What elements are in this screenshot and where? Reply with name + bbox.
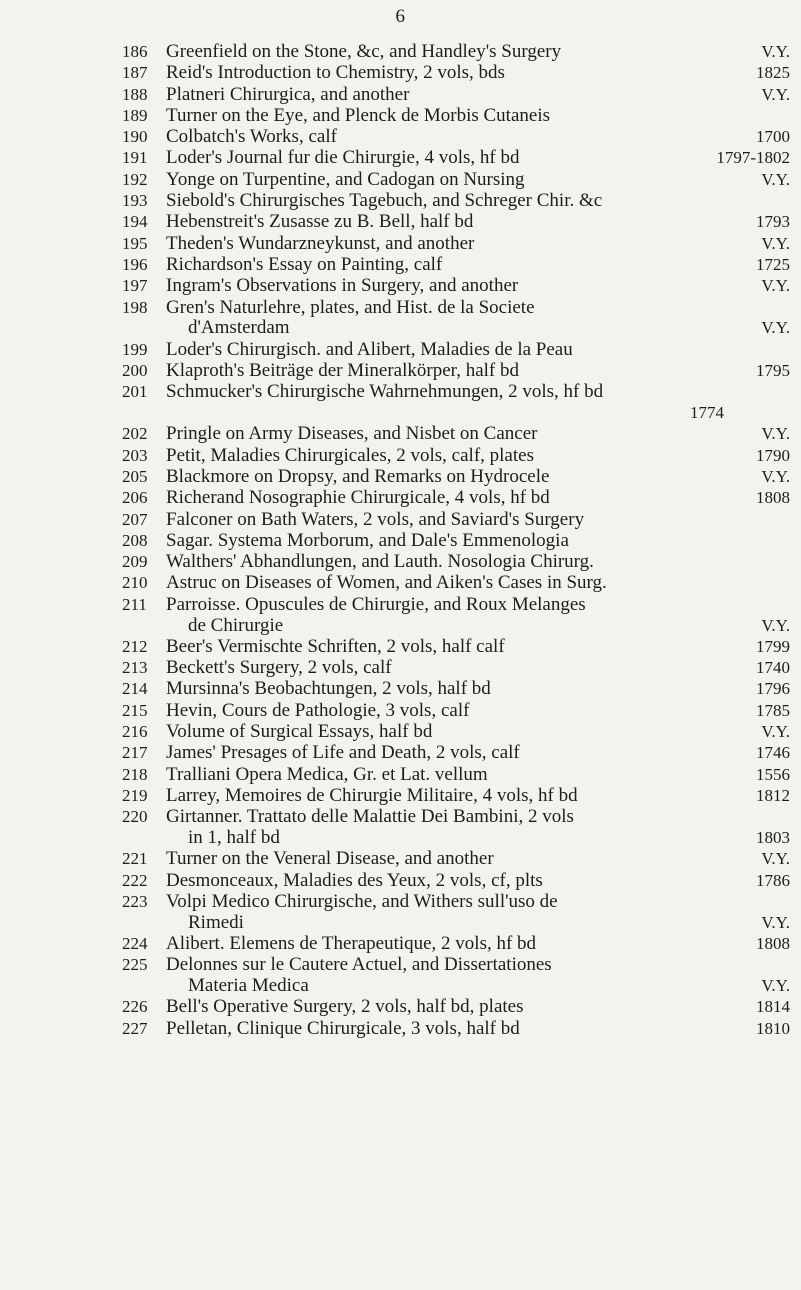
lot-description: [166, 63, 732, 84]
lot-number: 218: [122, 764, 148, 784]
lot-number: 213: [122, 658, 148, 678]
lot-date: 1799: [756, 636, 790, 656]
lot-description: [166, 170, 732, 191]
lot-description: [166, 106, 732, 127]
lot-date: V.Y.: [761, 276, 790, 296]
lot-number: 217: [122, 743, 148, 763]
lot-number: 191: [122, 148, 148, 168]
catalogue-entry: [122, 722, 790, 743]
catalogue-entry: [122, 276, 790, 297]
lot-description: [166, 892, 732, 934]
lot-title: James' Presages of Life and Death, 2 vols, calf: [166, 742, 520, 764]
catalogue-entry: [122, 679, 790, 700]
catalogue-entry: [122, 701, 790, 722]
lot-description: [166, 743, 732, 764]
lot-title: Mursinna's Beobachtungen, 2 vols, half bd: [166, 678, 491, 700]
lot-title: Beer's Vermischte Schriften, 2 vols, half calf: [166, 635, 505, 657]
lot-title: Blackmore on Dropsy, and Remarks on Hydrocele: [166, 465, 550, 487]
lot-title: Colbatch's Works, calf: [166, 126, 337, 148]
lot-date: V.Y.: [761, 615, 790, 635]
catalogue-entry: [122, 467, 790, 488]
lot-title: Greenfield on the Stone, &c, and Handley's Surgery: [166, 41, 562, 62]
catalogue-entry: [122, 955, 790, 997]
catalogue-entry: [122, 424, 790, 445]
lot-title-continuation: Materia Medica: [188, 975, 309, 997]
lot-description: [166, 765, 732, 786]
catalogue-entry: [122, 85, 790, 106]
lot-description: [166, 424, 732, 445]
lot-title: Turner on the Eye, and Plenck de Morbis Cutaneis: [166, 104, 550, 126]
catalogue-entry: [122, 382, 790, 424]
lot-title: Bell's Operative Surgery, 2 vols, half bd, plates: [166, 996, 524, 1018]
lot-number: 227: [122, 1018, 148, 1038]
catalogue-entry: [122, 446, 790, 467]
lot-description: [166, 85, 732, 106]
lot-date: 1700: [756, 127, 790, 147]
lot-description: [166, 467, 732, 488]
lot-description: [166, 298, 732, 340]
lot-date: V.Y.: [761, 318, 790, 338]
lot-title: Loder's Journal fur die Chirurgie, 4 vols, hf bd: [166, 147, 520, 169]
lot-description: [166, 488, 732, 509]
lot-description: [166, 42, 732, 63]
lot-date: 1786: [756, 870, 790, 890]
lot-date: V.Y.: [761, 849, 790, 869]
lot-number: 189: [122, 105, 148, 125]
lot-number: 203: [122, 445, 148, 465]
lot-title: Larrey, Memoires de Chirurgie Militaire, 4 vols, hf bd: [166, 784, 578, 806]
catalogue-entry: [122, 595, 790, 637]
catalogue-entry: [122, 849, 790, 870]
catalogue-entry: [122, 531, 790, 552]
lot-date: 1746: [756, 743, 790, 763]
catalogue-entry: [122, 255, 790, 276]
lot-number: 221: [122, 849, 148, 869]
lot-number: 216: [122, 722, 148, 741]
lot-title: Tralliani Opera Medica, Gr. et Lat. vellum: [166, 763, 488, 785]
lot-title: Beckett's Surgery, 2 vols, calf: [166, 657, 392, 679]
lot-title: Richardson's Essay on Painting, calf: [166, 253, 443, 275]
catalogue-entry: [122, 340, 790, 361]
lot-number: 225: [122, 955, 148, 975]
lot-title: Volume of Surgical Essays, half bd: [166, 721, 433, 742]
lot-number: 192: [122, 169, 148, 189]
catalogue-entry: [122, 42, 790, 63]
catalogue-entry: [122, 148, 790, 169]
lot-number: 207: [122, 509, 148, 529]
catalogue-entry: [122, 743, 790, 764]
lot-title: Petit, Maladies Chirurgicales, 2 vols, calf, plates: [166, 444, 534, 466]
lot-title: Schmucker's Chirurgische Wahrnehmungen, 2 vols, hf bd: [166, 381, 604, 403]
lot-number: 195: [122, 233, 148, 253]
lot-date: 1774: [690, 403, 724, 423]
lot-title: Siebold's Chirurgisches Tagebuch, and Schreger Chir. &c: [166, 190, 603, 212]
catalogue-entry: [122, 234, 790, 255]
lot-number: 186: [122, 42, 148, 61]
lot-date: 1790: [756, 445, 790, 465]
lot-title: Turner on the Veneral Disease, and another: [166, 848, 494, 870]
lot-number: 188: [122, 84, 148, 104]
lot-description: [166, 212, 732, 233]
lot-description: [166, 255, 732, 276]
lot-title: Falconer on Bath Waters, 2 vols, and Saviard's Surgery: [166, 508, 585, 530]
lot-title: Desmonceaux, Maladies des Yeux, 2 vols, cf, plts: [166, 869, 543, 891]
lot-title: Girtanner. Trattato delle Malattie Dei Bambini, 2 vols: [166, 806, 574, 828]
lot-description: [166, 807, 732, 849]
lot-number: 194: [122, 212, 148, 232]
lot-description: [166, 361, 732, 382]
catalogue-entry: [122, 106, 790, 127]
lot-date: 1793: [756, 212, 790, 232]
lot-date: 1810: [756, 1018, 790, 1038]
lot-description: [166, 552, 732, 573]
lot-date: V.Y.: [761, 233, 790, 253]
lot-description: [166, 531, 732, 552]
lot-date: 1808: [756, 933, 790, 953]
lot-title-continuation: in 1, half bd: [188, 826, 280, 848]
lot-description: [166, 382, 732, 424]
lot-description: [166, 849, 732, 870]
lot-title: Delonnes sur le Cautere Actuel, and Dissertationes: [166, 954, 552, 976]
lot-description: [166, 701, 732, 722]
lot-title: Parroisse. Opuscules de Chirurgie, and Roux Melanges: [166, 593, 586, 615]
lot-title: Pelletan, Clinique Chirurgicale, 3 vols, half bd: [166, 1017, 520, 1039]
lot-date: 1795: [756, 360, 790, 380]
catalogue-entry: [122, 552, 790, 573]
lot-title: Astruc on Diseases of Women, and Aiken's Cases in Surg.: [166, 572, 607, 594]
catalogue-entry: [122, 807, 790, 849]
lot-date: 1808: [756, 488, 790, 508]
lot-number: 196: [122, 254, 148, 274]
lot-date: V.Y.: [761, 912, 790, 932]
lot-date: 1556: [756, 764, 790, 784]
lot-title: Volpi Medico Chirurgische, and Withers sull'uso de: [166, 890, 558, 912]
lot-description: [166, 658, 732, 679]
lot-number: 201: [122, 382, 148, 402]
lot-description: [166, 722, 732, 743]
lot-description: [166, 786, 732, 807]
catalogue-entry: [122, 212, 790, 233]
lot-number: 224: [122, 933, 148, 953]
lot-number: 197: [122, 276, 148, 296]
lot-number: 208: [122, 530, 148, 550]
lot-number: 202: [122, 424, 148, 444]
lot-title: Richerand Nosographie Chirurgicale, 4 vols, hf bd: [166, 487, 550, 509]
lot-date: V.Y.: [761, 424, 790, 444]
lot-description: [166, 340, 732, 361]
lot-date: V.Y.: [761, 466, 790, 486]
lot-date: V.Y.: [761, 169, 790, 189]
lot-number: 187: [122, 63, 148, 83]
lot-title: Yonge on Turpentine, and Cadogan on Nursing: [166, 168, 525, 190]
lot-description: [166, 276, 732, 297]
catalogue-entry: [122, 573, 790, 594]
lot-description: [166, 510, 732, 531]
lot-description: [166, 997, 732, 1018]
lot-number: 209: [122, 552, 148, 572]
catalogue-entry: [122, 892, 790, 934]
lot-number: 212: [122, 636, 148, 656]
lot-description: [166, 191, 732, 212]
lot-number: 205: [122, 466, 148, 486]
lot-number: 211: [122, 594, 147, 614]
lot-description: [166, 679, 732, 700]
lot-date: 1740: [756, 658, 790, 678]
lot-number: 215: [122, 700, 148, 720]
catalogue-entry: [122, 934, 790, 955]
lot-title: Reid's Introduction to Chemistry, 2 vols, bds: [166, 62, 505, 84]
lot-description: [166, 148, 716, 169]
lot-title: Alibert. Elemens de Therapeutique, 2 vols, hf bd: [166, 932, 537, 954]
lot-number: 214: [122, 679, 148, 699]
catalogue-entry: [122, 361, 790, 382]
lot-date: V.Y.: [761, 42, 790, 61]
lot-number: 193: [122, 191, 148, 211]
lot-title: Theden's Wundarzneykunst, and another: [166, 232, 475, 254]
lot-description: [166, 871, 732, 892]
catalogue-entry: [122, 170, 790, 191]
lot-title: Loder's Chirurgisch. and Alibert, Maladies de la Peau: [166, 338, 573, 360]
lot-number: 226: [122, 997, 148, 1017]
catalogue-entry: [122, 488, 790, 509]
page-number: 6: [395, 6, 406, 27]
lot-date: V.Y.: [761, 722, 790, 741]
lot-date: V.Y.: [761, 84, 790, 104]
lot-number: 219: [122, 785, 148, 805]
lot-number: 198: [122, 297, 148, 317]
lot-title-continuation: d'Amsterdam: [188, 317, 290, 339]
lot-title: Hevin, Cours de Pathologie, 3 vols, calf: [166, 699, 470, 721]
lot-number: 220: [122, 807, 148, 827]
lot-date: V.Y.: [761, 976, 790, 996]
lot-title: Klaproth's Beiträge der Mineralkörper, half bd: [166, 359, 519, 381]
catalogue-entry: [122, 63, 790, 84]
catalogue-entry: [122, 191, 790, 212]
lot-date: 1785: [756, 700, 790, 720]
lot-number: 222: [122, 870, 148, 890]
lot-number: 200: [122, 360, 148, 380]
lot-description: [166, 955, 732, 997]
lot-number: 223: [122, 891, 148, 911]
lot-number: 199: [122, 339, 148, 359]
lot-description: [166, 446, 732, 467]
lot-title: Hebenstreit's Zusasse zu B. Bell, half bd: [166, 211, 474, 233]
lot-date: 1796: [756, 679, 790, 699]
lot-date: 1803: [756, 827, 790, 847]
catalogue-entry: [122, 1019, 790, 1040]
lot-title-continuation: de Chirurgie: [188, 614, 284, 636]
lot-description: [166, 234, 732, 255]
lot-description: [166, 127, 732, 148]
lot-description: [166, 1019, 732, 1040]
catalogue-entry: [122, 637, 790, 658]
lot-title-continuation: Rimedi: [188, 911, 244, 933]
catalogue-entry: [122, 765, 790, 786]
lot-date: 1825: [756, 63, 790, 83]
lot-number: 190: [122, 127, 148, 147]
lot-number: 206: [122, 488, 148, 508]
lot-title: Platneri Chirurgica, and another: [166, 83, 410, 105]
catalogue-entry: [122, 786, 790, 807]
lot-number: 210: [122, 573, 148, 593]
lot-title: Walthers' Abhandlungen, and Lauth. Nosologia Chirurg.: [166, 551, 594, 573]
catalogue-entry: [122, 658, 790, 679]
catalogue-entry: [122, 997, 790, 1018]
lot-description: [166, 595, 732, 637]
lot-date: 1725: [756, 254, 790, 274]
lot-title: Gren's Naturlehre, plates, and Hist. de la Societe: [166, 296, 535, 318]
lot-title: Sagar. Systema Morborum, and Dale's Emmenologia: [166, 529, 569, 551]
lot-title: Ingram's Observations in Surgery, and another: [166, 275, 519, 297]
catalogue-entry: [122, 510, 790, 531]
lot-description: [166, 934, 732, 955]
lot-date: 1814: [756, 997, 790, 1017]
lot-description: [166, 637, 732, 658]
catalogue-list: [122, 42, 790, 1040]
lot-date: 1797-1802: [716, 148, 790, 168]
catalogue-entry: [122, 871, 790, 892]
lot-date: 1812: [756, 785, 790, 805]
catalogue-entry: [122, 298, 790, 340]
lot-description: [166, 573, 732, 594]
lot-title: Pringle on Army Diseases, and Nisbet on Cancer: [166, 423, 538, 445]
catalogue-entry: [122, 127, 790, 148]
